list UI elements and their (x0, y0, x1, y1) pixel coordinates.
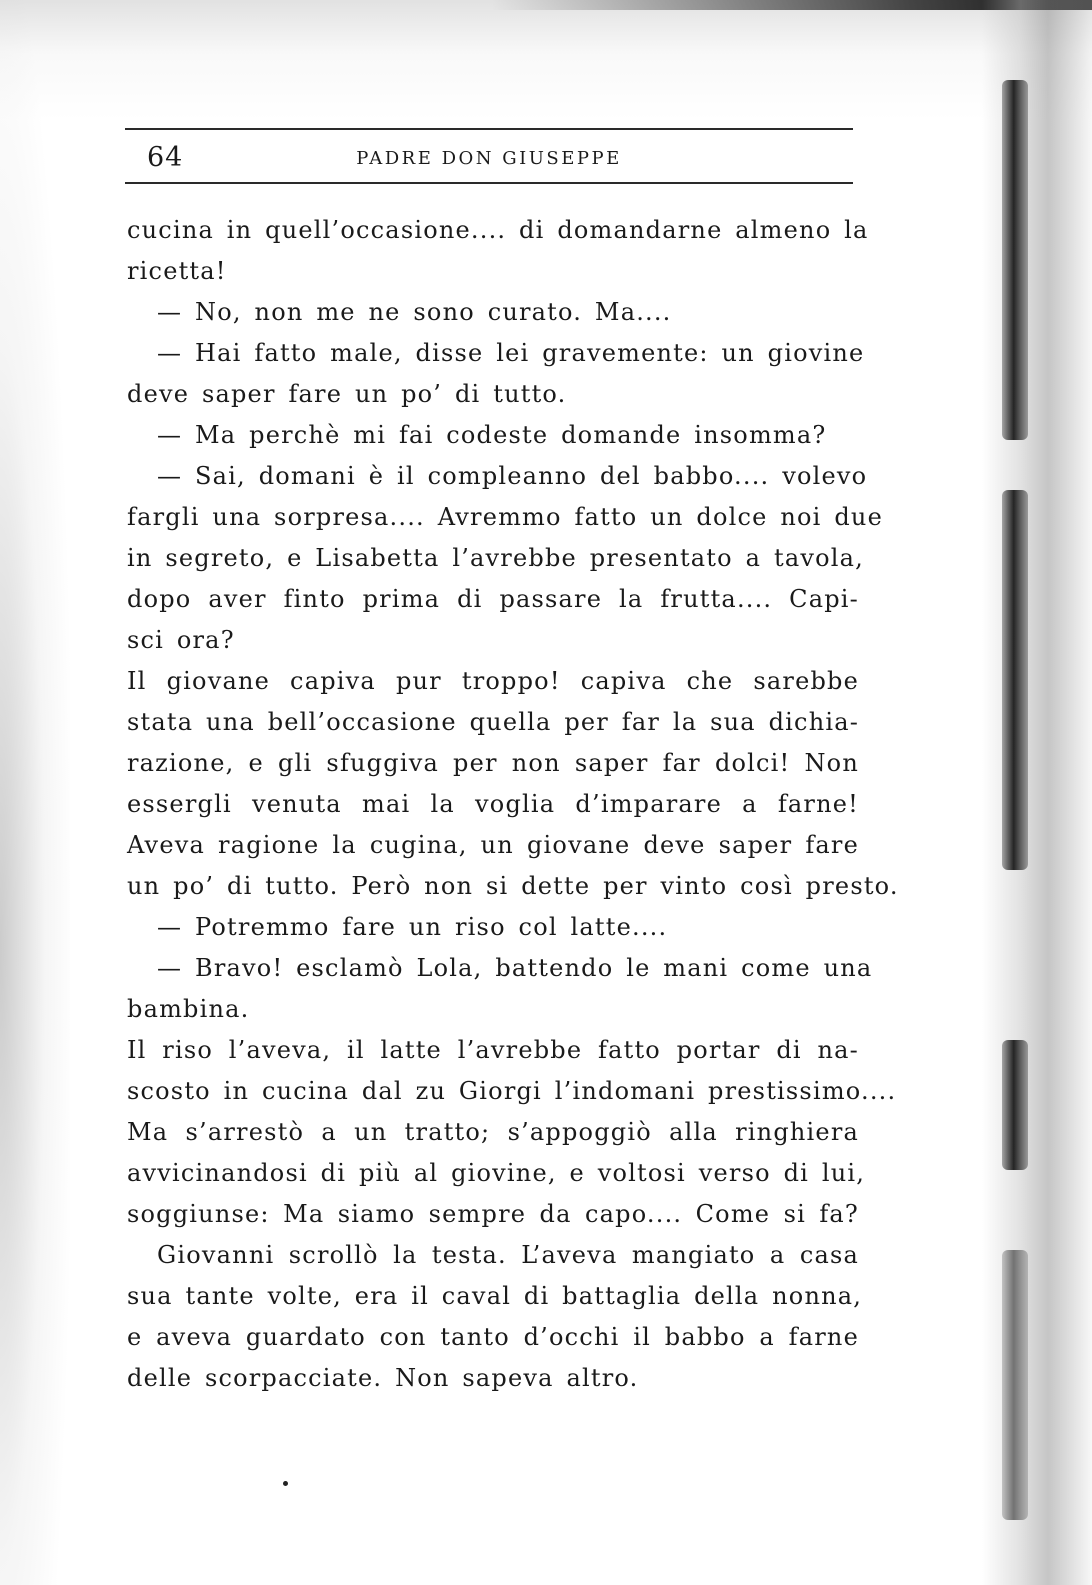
page-header (125, 128, 853, 188)
text-line: stata una bell’occasione quella per far la sua dichia- (127, 708, 860, 736)
text-line: fargli una sorpresa.... Avremmo fatto un dolce noi due (127, 503, 883, 531)
ink-speck (283, 1481, 288, 1486)
paragraph-line: Giovanni scrollò la testa. L’aveva mangiato a casa (157, 1241, 859, 1269)
header-rule-bottom (125, 182, 853, 184)
page-number: 64 (147, 142, 184, 173)
paragraph-line: Il giovane capiva pur troppo! capiva che sarebbe (127, 667, 859, 695)
scan-shadow-right (982, 0, 1092, 1585)
running-title: PADRE DON GIUSEPPE (356, 148, 622, 169)
dialogue-line: — Bravo! esclamò Lola, battendo le mani come una (157, 954, 873, 982)
paragraph-line: Il riso l’aveva, il latte l’avrebbe fatto portar di na- (127, 1036, 859, 1064)
text-line: Ma s’arrestò a un tratto; s’appoggiò alla ringhiera (127, 1118, 859, 1146)
text-line: scosto in cucina dal zu Giorgi l’indomani prestissimo.... (127, 1077, 897, 1105)
binding-shadow (1002, 490, 1028, 870)
binding-shadow (1002, 1040, 1028, 1170)
binding-shadow (1002, 1250, 1028, 1520)
body-text (127, 210, 899, 1399)
dialogue-line: — Sai, domani è il compleanno del babbo.... volevo (157, 462, 868, 490)
text-line: cucina in quell’occasione.... di domandarne almeno la (127, 216, 869, 244)
text-line: in segreto, e Lisabetta l’avrebbe presentato a tavola, (127, 544, 864, 572)
text-line: sci ora? (127, 626, 235, 654)
text-line: delle scorpacciate. Non sapeva altro. (127, 1364, 639, 1392)
text-line: soggiunse: Ma siamo sempre da capo.... Come si fa? (127, 1200, 859, 1228)
text-line: Aveva ragione la cugina, un giovane deve saper fare (127, 831, 859, 859)
text-line: e aveva guardato con tanto d’occhi il babbo a farne (127, 1323, 859, 1351)
scan-shadow-top (0, 0, 1092, 120)
scan-shadow-left (0, 0, 70, 1585)
text-line: deve saper fare un po’ di tutto. (127, 380, 567, 408)
dialogue-line: — Hai fatto male, disse lei gravemente: un giovine (157, 339, 865, 367)
text-line: ricetta! (127, 257, 227, 285)
binding-shadow (1002, 80, 1028, 440)
dialogue-line: — Ma perchè mi fai codeste domande insomma? (157, 421, 827, 449)
dialogue-line: — Potremmo fare un riso col latte.... (157, 913, 668, 941)
text-line: dopo aver finto prima di passare la frutta.... Capi- (127, 585, 859, 613)
dialogue-line: — No, non me ne sono curato. Ma.... (157, 298, 672, 326)
text-line: essergli venuta mai la voglia d’imparare a farne! (127, 790, 859, 818)
text-line: un po’ di tutto. Però non si dette per vinto così presto. (127, 872, 899, 900)
text-line: bambina. (127, 995, 250, 1023)
text-line: sua tante volte, era il caval di battaglia della nonna, (127, 1282, 863, 1310)
header-rule-top (125, 128, 853, 130)
text-line: razione, e gli sfuggiva per non saper far dolci! Non (127, 749, 859, 777)
text-line: avvicinandosi di più al giovine, e voltosi verso di lui, (127, 1159, 866, 1187)
